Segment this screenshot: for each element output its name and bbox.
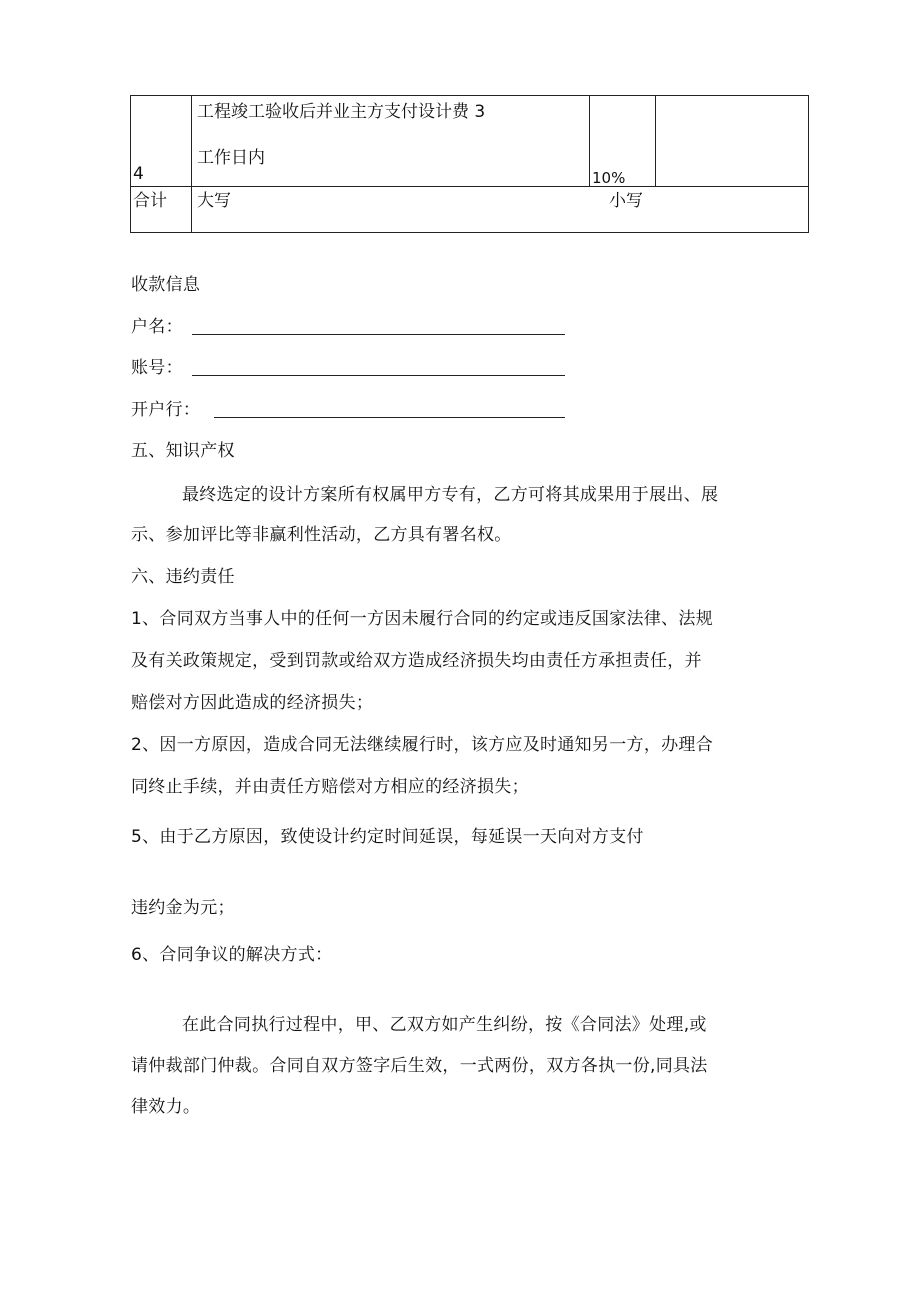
row-number: 4 [133, 164, 144, 184]
item-description-line1: 工程竣工验收后并业主方支付设计费 3 [197, 102, 486, 122]
account-name-label: 户名： [131, 317, 183, 337]
account-name-field [192, 334, 565, 335]
ip-paragraph-line1: 最终选定的设计方案所有权属甲方专有，乙方可将其成果用于展出、展 [182, 485, 719, 505]
account-number-field [192, 375, 565, 376]
table-divider [191, 187, 192, 233]
table-row [131, 96, 808, 187]
bank-label: 开户行： [131, 400, 201, 420]
table-row [131, 187, 808, 233]
liability-item2-line2: 同终止手续，并由责任方赔偿对方相应的经济损失； [131, 777, 529, 797]
item-description-line2: 工作日内 [197, 148, 265, 168]
dispute-paragraph-line1: 在此合同执行过程中，甲、乙双方如产生纠纷，按《合同法》处理,或 [182, 1015, 707, 1035]
liability-item2-line1: 2、因一方原因，造成合同无法继续履行时，该方应及时通知另一方，办理合 [131, 735, 714, 755]
payment-heading: 收款信息 [131, 275, 201, 295]
ip-paragraph-line2: 示、参加评比等非赢利性活动，乙方具有署名权。 [131, 525, 512, 545]
section-liability-heading: 六、违约责任 [131, 567, 235, 587]
fee-table [130, 95, 809, 233]
liability-item5-line1: 5、由于乙方原因，致使设计约定时间延误，每延误一天向对方支付 [131, 827, 644, 847]
liability-item5-line2: 违约金为元； [131, 898, 235, 918]
dispute-paragraph-line2: 请仲裁部门仲裁。合同自双方签字后生效，一式两份，双方各执一份,同具法 [131, 1056, 708, 1076]
lowercase-amount-label: 小写 [609, 191, 643, 211]
table-divider [191, 96, 192, 186]
bank-field [214, 417, 565, 418]
liability-item1-line3: 赔偿对方因此造成的经济损失； [131, 693, 374, 713]
liability-item1-line1: 1、合同双方当事人中的任何一方因未履行合同的约定或违反国家法律、法规 [131, 609, 714, 629]
account-number-label: 账号： [131, 358, 183, 378]
uppercase-amount-label: 大写 [197, 191, 231, 211]
liability-item6: 6、合同争议的解决方式： [131, 945, 333, 965]
payment-percent: 10% [592, 169, 626, 187]
dispute-paragraph-line3: 律效力。 [131, 1097, 201, 1117]
table-divider [589, 96, 590, 186]
table-divider [655, 96, 656, 186]
section-ip-heading: 五、知识产权 [131, 441, 235, 461]
liability-item1-line2: 及有关政策规定，受到罚款或给双方造成经济损失均由责任方承担责任，并 [131, 651, 702, 671]
total-label: 合计 [133, 191, 167, 211]
